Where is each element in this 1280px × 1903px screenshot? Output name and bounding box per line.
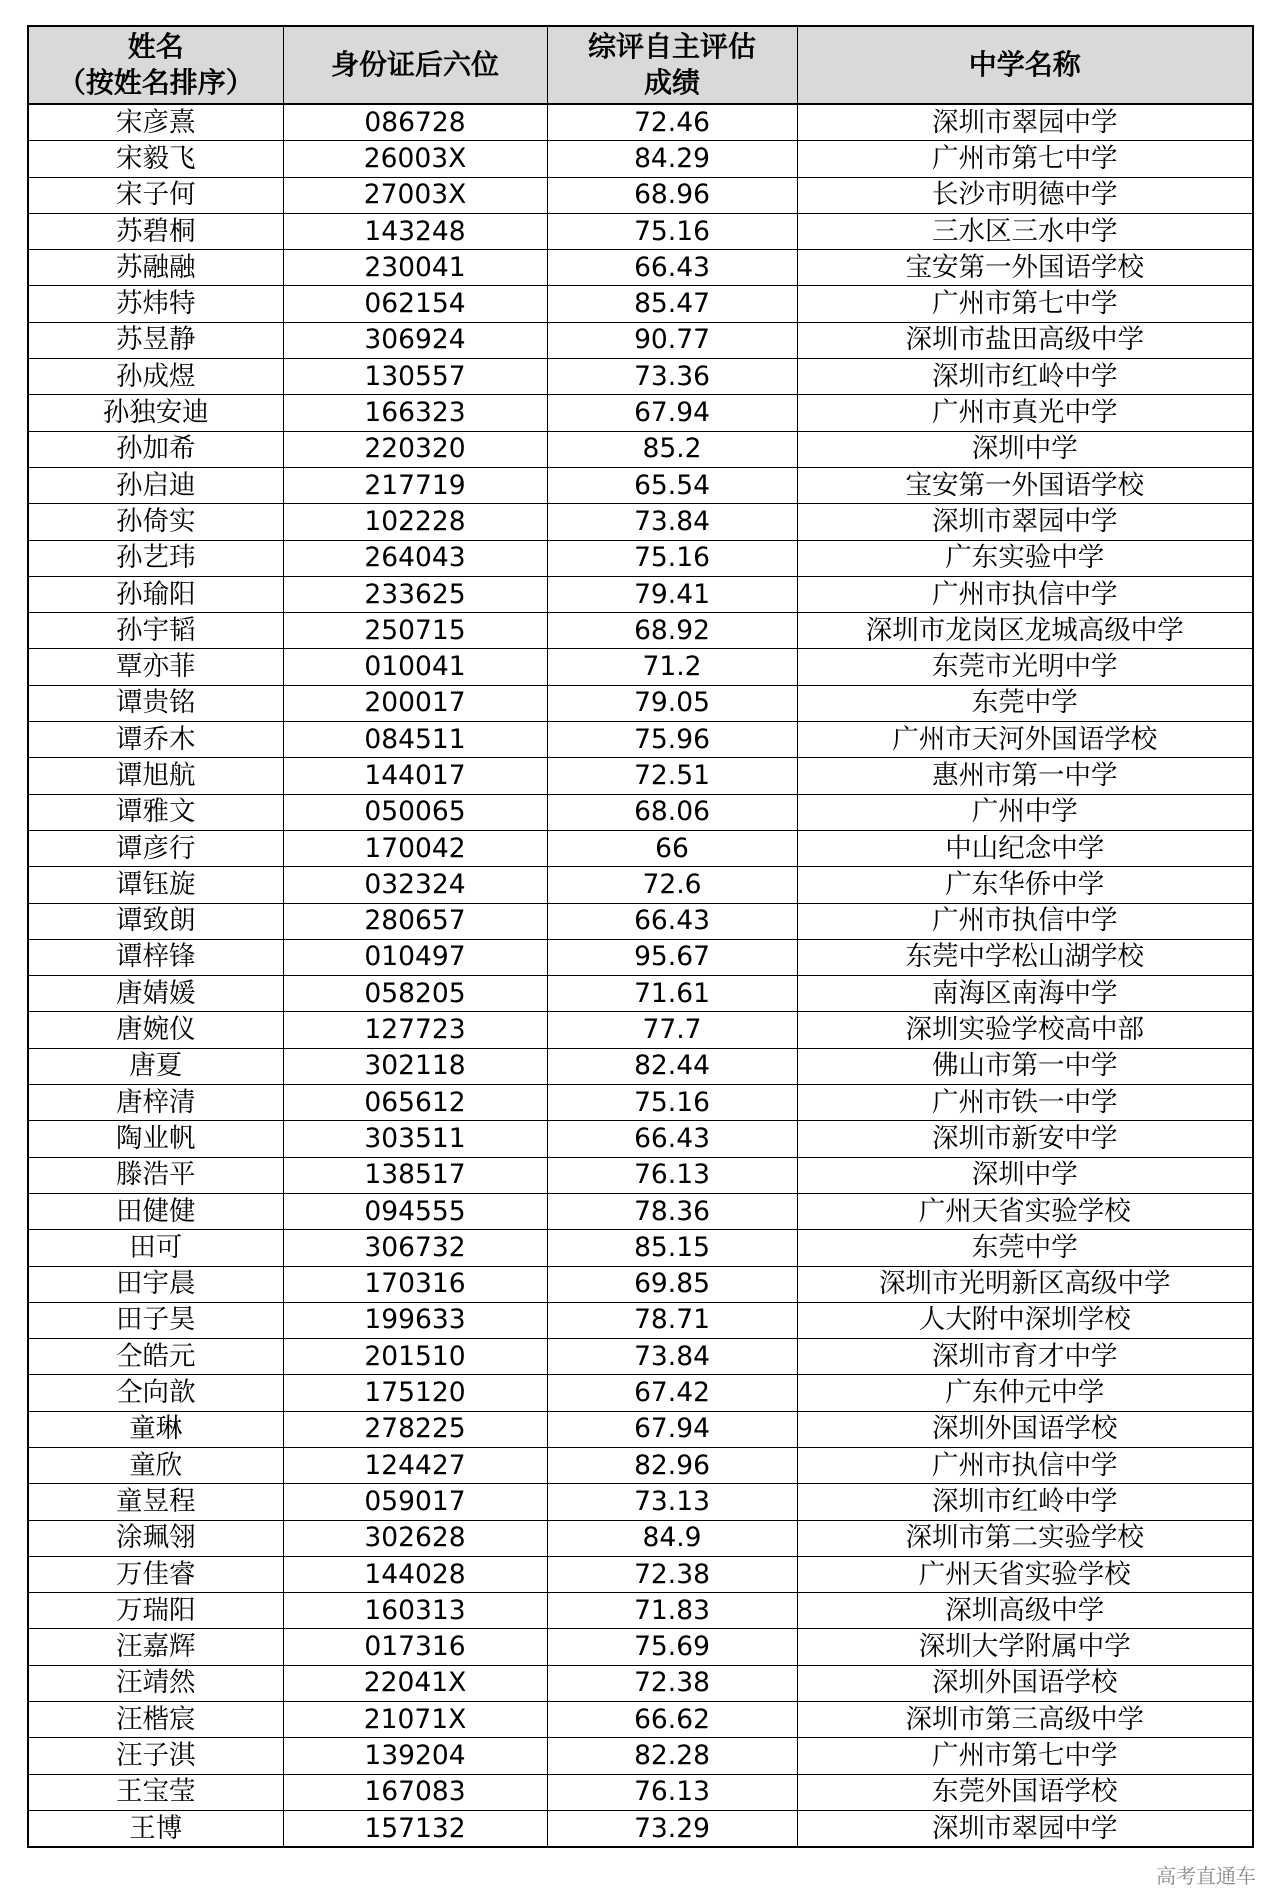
cell-id-suffix: 050065 xyxy=(283,794,547,830)
cell-score: 85.2 xyxy=(547,431,797,467)
cell-school: 深圳市盐田高级中学 xyxy=(797,322,1253,358)
cell-name: 万瑞阳 xyxy=(28,1593,283,1629)
cell-name: 苏昱静 xyxy=(28,322,283,358)
cell-id-suffix: 175120 xyxy=(283,1375,547,1411)
cell-score: 66.43 xyxy=(547,250,797,286)
cell-score: 76.13 xyxy=(547,1774,797,1810)
cell-score: 79.41 xyxy=(547,576,797,612)
cell-id-suffix: 26003X xyxy=(283,141,547,177)
cell-school: 广州市执信中学 xyxy=(797,903,1253,939)
cell-score: 82.96 xyxy=(547,1447,797,1483)
cell-score: 68.92 xyxy=(547,613,797,649)
table-row xyxy=(28,1774,1253,1810)
cell-id-suffix: 139204 xyxy=(283,1738,547,1774)
cell-id-suffix: 22041X xyxy=(283,1665,547,1701)
cell-school: 深圳外国语学校 xyxy=(797,1411,1253,1447)
cell-id-suffix: 170316 xyxy=(283,1266,547,1302)
header-id: 身份证后六位 xyxy=(283,26,547,104)
cell-score: 72.38 xyxy=(547,1556,797,1592)
cell-score: 72.51 xyxy=(547,758,797,794)
cell-id-suffix: 250715 xyxy=(283,613,547,649)
cell-id-suffix: 130557 xyxy=(283,359,547,395)
cell-id-suffix: 059017 xyxy=(283,1484,547,1520)
cell-score: 84.29 xyxy=(547,141,797,177)
table-row xyxy=(28,1447,1253,1483)
header-name-line1: 姓名 xyxy=(127,30,184,63)
table-row xyxy=(28,903,1253,939)
cell-school: 长沙市明德中学 xyxy=(797,177,1253,213)
cell-name: 童琳 xyxy=(28,1411,283,1447)
cell-id-suffix: 058205 xyxy=(283,976,547,1012)
cell-score: 82.44 xyxy=(547,1048,797,1084)
cell-score: 85.15 xyxy=(547,1230,797,1266)
cell-score: 73.36 xyxy=(547,359,797,395)
cell-id-suffix: 220320 xyxy=(283,431,547,467)
cell-score: 72.46 xyxy=(547,104,797,141)
table-row xyxy=(28,104,1253,141)
cell-id-suffix: 217719 xyxy=(283,467,547,503)
cell-id-suffix: 062154 xyxy=(283,286,547,322)
table-row xyxy=(28,1266,1253,1302)
cell-id-suffix: 032324 xyxy=(283,867,547,903)
table-row xyxy=(28,1629,1253,1665)
watermark: 高考直通车 xyxy=(1156,1864,1256,1888)
table-row xyxy=(28,359,1253,395)
cell-name: 孙成煜 xyxy=(28,359,283,395)
cell-score: 73.29 xyxy=(547,1810,797,1847)
cell-school: 广州市铁一中学 xyxy=(797,1085,1253,1121)
cell-name: 仝皓元 xyxy=(28,1339,283,1375)
cell-id-suffix: 094555 xyxy=(283,1193,547,1229)
cell-school: 深圳中学 xyxy=(797,1157,1253,1193)
table-row xyxy=(28,250,1253,286)
cell-school: 深圳实验学校高中部 xyxy=(797,1012,1253,1048)
cell-name: 谭梓锋 xyxy=(28,939,283,975)
cell-name: 宋毅飞 xyxy=(28,141,283,177)
cell-school: 广州市第七中学 xyxy=(797,286,1253,322)
table-row xyxy=(28,685,1253,721)
cell-id-suffix: 144028 xyxy=(283,1556,547,1592)
cell-school: 广州中学 xyxy=(797,794,1253,830)
table-row xyxy=(28,141,1253,177)
cell-school: 深圳市红岭中学 xyxy=(797,359,1253,395)
header-school: 中学名称 xyxy=(797,26,1253,104)
cell-name: 田宇晨 xyxy=(28,1266,283,1302)
table-row xyxy=(28,467,1253,503)
cell-school: 东莞中学松山湖学校 xyxy=(797,939,1253,975)
cell-name: 孙瑜阳 xyxy=(28,576,283,612)
cell-id-suffix: 170042 xyxy=(283,830,547,866)
cell-score: 65.54 xyxy=(547,467,797,503)
table-row xyxy=(28,1593,1253,1629)
cell-name: 苏碧桐 xyxy=(28,213,283,249)
cell-school: 广州市执信中学 xyxy=(797,1447,1253,1483)
table-row xyxy=(28,1157,1253,1193)
cell-name: 孙启迪 xyxy=(28,467,283,503)
cell-id-suffix: 124427 xyxy=(283,1447,547,1483)
table-header xyxy=(28,26,1253,104)
table-row xyxy=(28,1012,1253,1048)
cell-school: 惠州市第一中学 xyxy=(797,758,1253,794)
table-row xyxy=(28,1121,1253,1157)
cell-school: 深圳市第二实验学校 xyxy=(797,1520,1253,1556)
cell-name: 孙倚实 xyxy=(28,504,283,540)
cell-id-suffix: 143248 xyxy=(283,213,547,249)
table-row xyxy=(28,758,1253,794)
cell-id-suffix: 102228 xyxy=(283,504,547,540)
table-row xyxy=(28,722,1253,758)
cell-score: 66.43 xyxy=(547,903,797,939)
cell-id-suffix: 086728 xyxy=(283,104,547,141)
cell-score: 90.77 xyxy=(547,322,797,358)
cell-score: 67.94 xyxy=(547,395,797,431)
table-row xyxy=(28,1484,1253,1520)
cell-score: 79.05 xyxy=(547,685,797,721)
table-row xyxy=(28,322,1253,358)
table-body xyxy=(28,104,1253,1847)
cell-school: 广东仲元中学 xyxy=(797,1375,1253,1411)
cell-name: 唐婉仪 xyxy=(28,1012,283,1048)
cell-score: 66.43 xyxy=(547,1121,797,1157)
cell-name: 涂珮翎 xyxy=(28,1520,283,1556)
table-row xyxy=(28,867,1253,903)
cell-id-suffix: 303511 xyxy=(283,1121,547,1157)
cell-id-suffix: 264043 xyxy=(283,540,547,576)
table-row xyxy=(28,1375,1253,1411)
header-name xyxy=(28,26,283,104)
cell-name: 覃亦菲 xyxy=(28,649,283,685)
table-row xyxy=(28,1230,1253,1266)
cell-id-suffix: 166323 xyxy=(283,395,547,431)
cell-school: 深圳市育才中学 xyxy=(797,1339,1253,1375)
cell-school: 深圳市翠园中学 xyxy=(797,1810,1253,1847)
table-row xyxy=(28,1193,1253,1229)
table-row xyxy=(28,177,1253,213)
cell-id-suffix: 144017 xyxy=(283,758,547,794)
cell-name: 汪子淇 xyxy=(28,1738,283,1774)
cell-name: 汪楷宸 xyxy=(28,1702,283,1738)
table-row xyxy=(28,1738,1253,1774)
cell-name: 谭乔木 xyxy=(28,722,283,758)
cell-score: 73.13 xyxy=(547,1484,797,1520)
cell-score: 84.9 xyxy=(547,1520,797,1556)
cell-school: 广州天省实验学校 xyxy=(797,1556,1253,1592)
score-table xyxy=(27,25,1254,1848)
cell-score: 71.2 xyxy=(547,649,797,685)
header-row xyxy=(28,26,1253,104)
cell-name: 谭致朗 xyxy=(28,903,283,939)
cell-id-suffix: 160313 xyxy=(283,1593,547,1629)
cell-name: 田可 xyxy=(28,1230,283,1266)
cell-school: 深圳市红岭中学 xyxy=(797,1484,1253,1520)
table-row xyxy=(28,540,1253,576)
cell-name: 唐夏 xyxy=(28,1048,283,1084)
cell-name: 陶业帆 xyxy=(28,1121,283,1157)
cell-score: 75.16 xyxy=(547,540,797,576)
cell-school: 东莞市光明中学 xyxy=(797,649,1253,685)
table-row xyxy=(28,1810,1253,1847)
cell-school: 深圳市翠园中学 xyxy=(797,104,1253,141)
cell-name: 谭雅文 xyxy=(28,794,283,830)
cell-score: 75.16 xyxy=(547,1085,797,1121)
cell-id-suffix: 21071X xyxy=(283,1702,547,1738)
cell-name: 王博 xyxy=(28,1810,283,1847)
cell-id-suffix: 065612 xyxy=(283,1085,547,1121)
cell-score: 67.42 xyxy=(547,1375,797,1411)
table-row xyxy=(28,1411,1253,1447)
table-row xyxy=(28,1339,1253,1375)
cell-name: 谭贵铭 xyxy=(28,685,283,721)
cell-name: 孙宇韬 xyxy=(28,613,283,649)
cell-score: 68.06 xyxy=(547,794,797,830)
cell-name: 唐梓清 xyxy=(28,1085,283,1121)
cell-score: 75.96 xyxy=(547,722,797,758)
cell-school: 深圳市第三高级中学 xyxy=(797,1702,1253,1738)
table-row xyxy=(28,1520,1253,1556)
cell-score: 66.62 xyxy=(547,1702,797,1738)
cell-school: 宝安第一外国语学校 xyxy=(797,467,1253,503)
cell-name: 孙艺玮 xyxy=(28,540,283,576)
cell-id-suffix: 201510 xyxy=(283,1339,547,1375)
cell-score: 71.83 xyxy=(547,1593,797,1629)
cell-name: 宋彦熹 xyxy=(28,104,283,141)
cell-name: 苏融融 xyxy=(28,250,283,286)
cell-score: 75.16 xyxy=(547,213,797,249)
cell-id-suffix: 233625 xyxy=(283,576,547,612)
cell-id-suffix: 167083 xyxy=(283,1774,547,1810)
cell-name: 童昱程 xyxy=(28,1484,283,1520)
cell-name: 唐婧媛 xyxy=(28,976,283,1012)
cell-name: 滕浩平 xyxy=(28,1157,283,1193)
cell-id-suffix: 157132 xyxy=(283,1810,547,1847)
header-score-line2: 成绩 xyxy=(643,66,700,99)
table-row xyxy=(28,830,1253,866)
cell-name: 汪嘉辉 xyxy=(28,1629,283,1665)
table-row xyxy=(28,213,1253,249)
cell-school: 广州市真光中学 xyxy=(797,395,1253,431)
cell-name: 孙独安迪 xyxy=(28,395,283,431)
table-row xyxy=(28,286,1253,322)
cell-score: 78.36 xyxy=(547,1193,797,1229)
cell-score: 67.94 xyxy=(547,1411,797,1447)
cell-score: 72.6 xyxy=(547,867,797,903)
cell-school: 广州市执信中学 xyxy=(797,576,1253,612)
table-row xyxy=(28,649,1253,685)
table-row xyxy=(28,939,1253,975)
cell-name: 谭彦行 xyxy=(28,830,283,866)
cell-school: 深圳高级中学 xyxy=(797,1593,1253,1629)
cell-id-suffix: 084511 xyxy=(283,722,547,758)
cell-id-suffix: 306924 xyxy=(283,322,547,358)
cell-score: 85.47 xyxy=(547,286,797,322)
header-score-line1: 综评自主评估 xyxy=(587,30,756,63)
cell-score: 73.84 xyxy=(547,1339,797,1375)
cell-name: 谭旭航 xyxy=(28,758,283,794)
cell-score: 77.7 xyxy=(547,1012,797,1048)
cell-score: 75.69 xyxy=(547,1629,797,1665)
cell-school: 深圳市翠园中学 xyxy=(797,504,1253,540)
cell-school: 广东华侨中学 xyxy=(797,867,1253,903)
cell-score: 76.13 xyxy=(547,1157,797,1193)
cell-name: 宋子何 xyxy=(28,177,283,213)
cell-id-suffix: 27003X xyxy=(283,177,547,213)
cell-name: 王宝莹 xyxy=(28,1774,283,1810)
header-score xyxy=(547,26,797,104)
cell-school: 深圳中学 xyxy=(797,431,1253,467)
cell-name: 万佳睿 xyxy=(28,1556,283,1592)
cell-id-suffix: 010041 xyxy=(283,649,547,685)
table-row xyxy=(28,613,1253,649)
score-table-sheet xyxy=(27,25,1252,1848)
cell-id-suffix: 138517 xyxy=(283,1157,547,1193)
cell-score: 72.38 xyxy=(547,1665,797,1701)
cell-name: 汪靖然 xyxy=(28,1665,283,1701)
cell-school: 三水区三水中学 xyxy=(797,213,1253,249)
cell-school: 人大附中深圳学校 xyxy=(797,1302,1253,1338)
cell-school: 广东实验中学 xyxy=(797,540,1253,576)
table-row xyxy=(28,1048,1253,1084)
cell-school: 南海区南海中学 xyxy=(797,976,1253,1012)
cell-id-suffix: 010497 xyxy=(283,939,547,975)
cell-score: 68.96 xyxy=(547,177,797,213)
cell-name: 田健健 xyxy=(28,1193,283,1229)
cell-school: 深圳市龙岗区龙城高级中学 xyxy=(797,613,1253,649)
cell-id-suffix: 302118 xyxy=(283,1048,547,1084)
cell-name: 谭钰旋 xyxy=(28,867,283,903)
cell-school: 广州天省实验学校 xyxy=(797,1193,1253,1229)
cell-id-suffix: 302628 xyxy=(283,1520,547,1556)
table-row xyxy=(28,1085,1253,1121)
cell-id-suffix: 017316 xyxy=(283,1629,547,1665)
cell-school: 宝安第一外国语学校 xyxy=(797,250,1253,286)
cell-id-suffix: 230041 xyxy=(283,250,547,286)
cell-name: 苏炜特 xyxy=(28,286,283,322)
cell-id-suffix: 199633 xyxy=(283,1302,547,1338)
cell-score: 78.71 xyxy=(547,1302,797,1338)
cell-school: 广州市第七中学 xyxy=(797,141,1253,177)
cell-id-suffix: 280657 xyxy=(283,903,547,939)
cell-score: 73.84 xyxy=(547,504,797,540)
cell-school: 中山纪念中学 xyxy=(797,830,1253,866)
table-row xyxy=(28,504,1253,540)
cell-school: 深圳外国语学校 xyxy=(797,1665,1253,1701)
cell-name: 孙加希 xyxy=(28,431,283,467)
cell-school: 东莞外国语学校 xyxy=(797,1774,1253,1810)
table-row xyxy=(28,1702,1253,1738)
table-row xyxy=(28,576,1253,612)
cell-id-suffix: 200017 xyxy=(283,685,547,721)
table-row xyxy=(28,1556,1253,1592)
table-row xyxy=(28,1665,1253,1701)
cell-id-suffix: 278225 xyxy=(283,1411,547,1447)
cell-school: 广州市第七中学 xyxy=(797,1738,1253,1774)
cell-name: 田子昊 xyxy=(28,1302,283,1338)
header-name-line2: （按姓名排序） xyxy=(57,66,254,99)
table-row xyxy=(28,431,1253,467)
cell-score: 95.67 xyxy=(547,939,797,975)
cell-school: 深圳市新安中学 xyxy=(797,1121,1253,1157)
table-row xyxy=(28,976,1253,1012)
cell-id-suffix: 306732 xyxy=(283,1230,547,1266)
cell-score: 82.28 xyxy=(547,1738,797,1774)
cell-score: 66 xyxy=(547,830,797,866)
cell-name: 仝向歆 xyxy=(28,1375,283,1411)
cell-school: 广州市天河外国语学校 xyxy=(797,722,1253,758)
cell-id-suffix: 127723 xyxy=(283,1012,547,1048)
table-row xyxy=(28,1302,1253,1338)
cell-score: 69.85 xyxy=(547,1266,797,1302)
cell-score: 71.61 xyxy=(547,976,797,1012)
cell-school: 东莞中学 xyxy=(797,1230,1253,1266)
cell-school: 佛山市第一中学 xyxy=(797,1048,1253,1084)
cell-school: 深圳市光明新区高级中学 xyxy=(797,1266,1253,1302)
table-row xyxy=(28,395,1253,431)
table-row xyxy=(28,794,1253,830)
cell-name: 童欣 xyxy=(28,1447,283,1483)
cell-school: 东莞中学 xyxy=(797,685,1253,721)
cell-school: 深圳大学附属中学 xyxy=(797,1629,1253,1665)
